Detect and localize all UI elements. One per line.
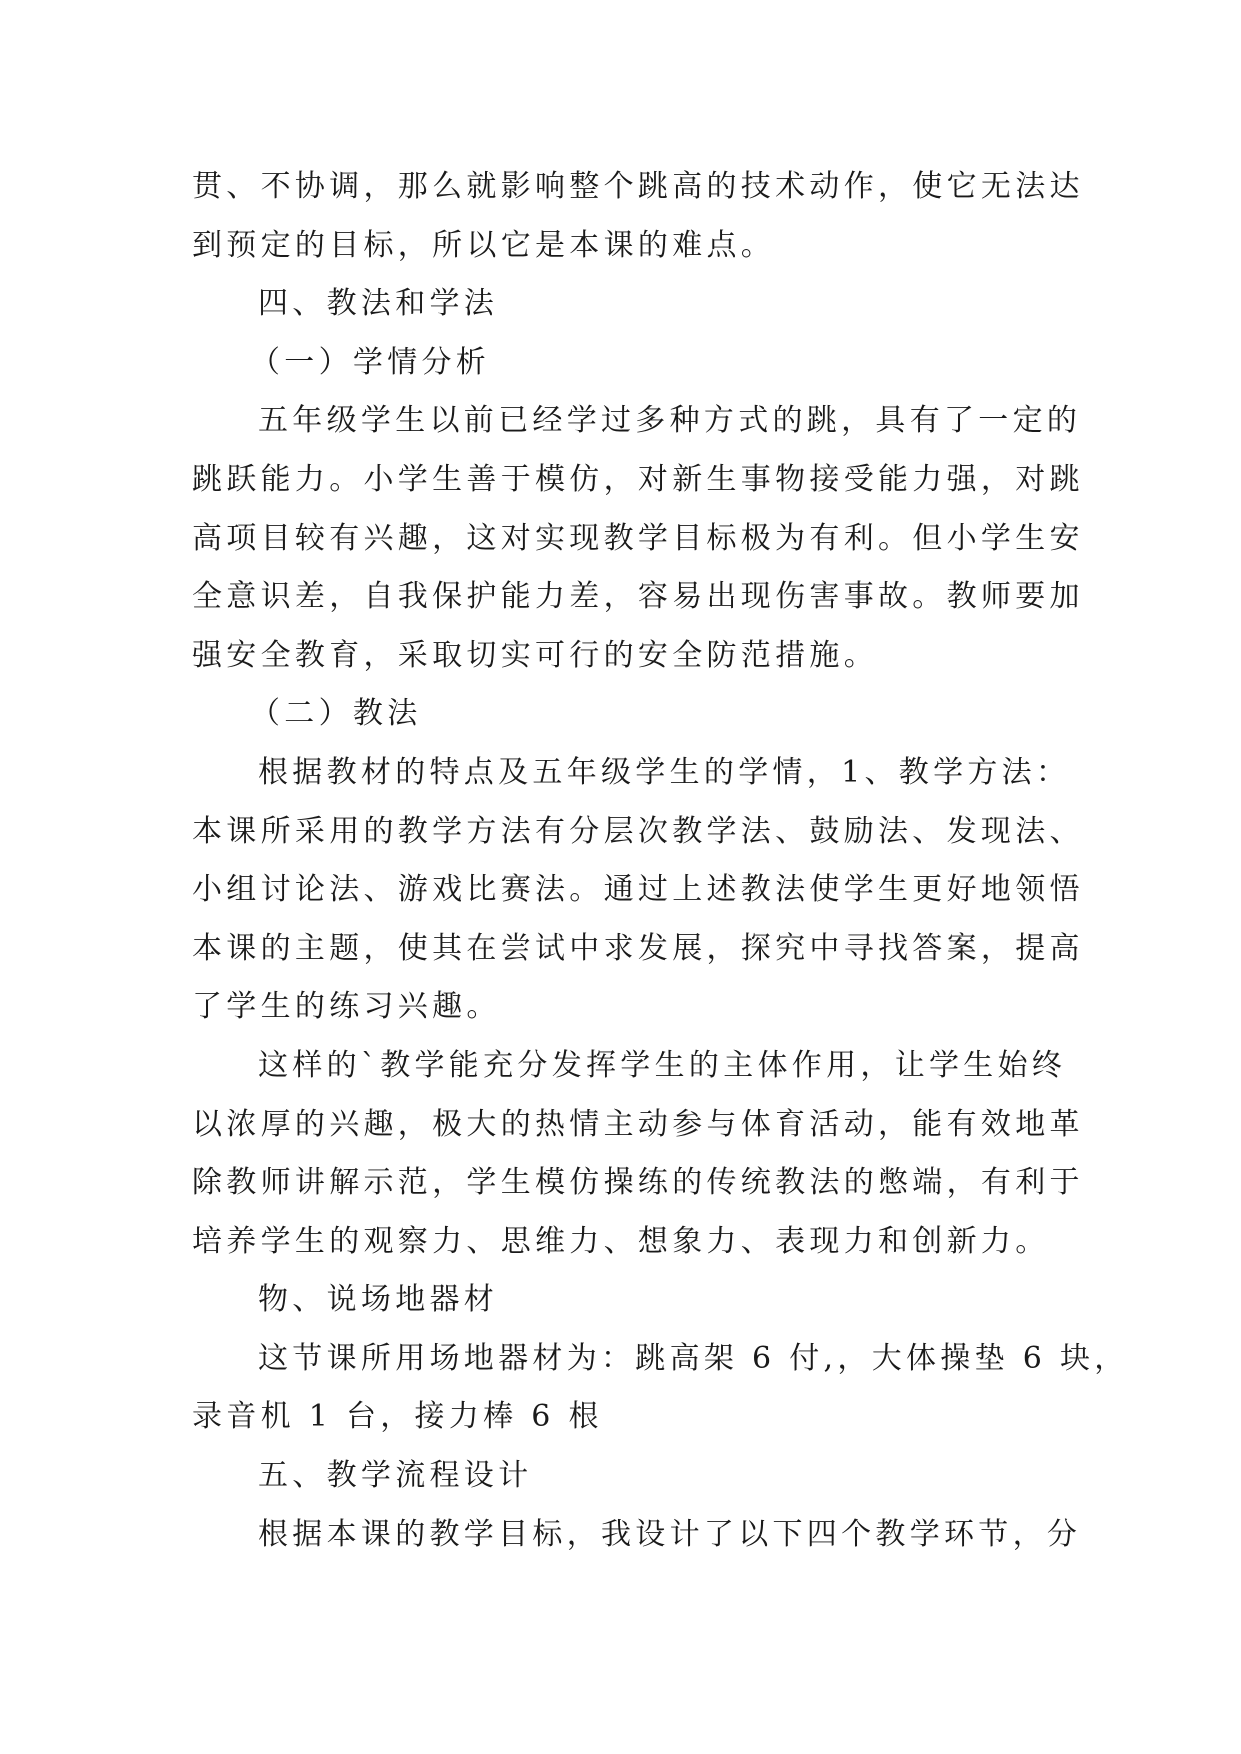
paragraph-line: 小组讨论法、游戏比赛法。通过上述教法使学生更好地领悟 (192, 872, 1084, 908)
paragraph-line: 高项目较有兴趣，这对实现教学目标极为有利。但小学生安 (192, 520, 1084, 556)
paragraph-line: 这节课所用场地器材为：跳高架 6 付,，大体操垫 6 块， (258, 1340, 1129, 1376)
paragraph-line: 跳跃能力。小学生善于模仿，对新生事物接受能力强，对跳 (192, 461, 1084, 497)
subsection-heading: （一）学情分析 (250, 344, 491, 380)
paragraph-line: 录音机 1 台，接力棒 6 根 (192, 1399, 603, 1435)
paragraph-line: 培养学生的观察力、思维力、想象力、表现力和创新力。 (192, 1223, 1050, 1259)
paragraph-line: 全意识差，自我保护能力差，容易出现伤害事故。教师要加 (192, 579, 1084, 615)
paragraph-line: 除教师讲解示范，学生模仿操练的传统教法的憋端，有利于 (192, 1165, 1084, 1201)
paragraph-line: 贯、不协调，那么就影响整个跳高的技术动作，使它无法达 (192, 169, 1084, 204)
document-body (192, 158, 1129, 1564)
paragraph-line: 了学生的练习兴趣。 (192, 989, 501, 1025)
paragraph-line: 根据本课的教学目标，我设计了以下四个教学环节，分 (258, 1516, 1082, 1552)
paragraph-line: 这样的`教学能充分发挥学生的主体作用，让学生始终 (258, 1047, 1067, 1083)
paragraph-line: 强安全教育，采取切实可行的安全防范措施。 (192, 637, 878, 673)
paragraph-line: 以浓厚的兴趣，极大的热情主动参与体育活动，能有效地革 (192, 1106, 1084, 1142)
subsection-heading: （二）教法 (250, 696, 422, 732)
paragraph-line: 本课所采用的教学方法有分层次教学法、鼓励法、发现法、 (192, 813, 1084, 849)
paragraph-line: 五年级学生以前已经学过多种方式的跳，具有了一定的 (258, 403, 1082, 439)
section-heading: 五、教学流程设计 (258, 1458, 533, 1494)
paragraph-line: 根据教材的特点及五年级学生的学情，1、教学方法： (258, 754, 1071, 790)
paragraph-line: 本课的主题，使其在尝试中求发展，探究中寻找答案，提高 (192, 930, 1084, 966)
paragraph-line: 到预定的目标，所以它是本课的难点。 (192, 227, 776, 263)
section-heading: 四、教法和学法 (258, 286, 499, 322)
section-heading: 物、说场地器材 (258, 1282, 499, 1318)
